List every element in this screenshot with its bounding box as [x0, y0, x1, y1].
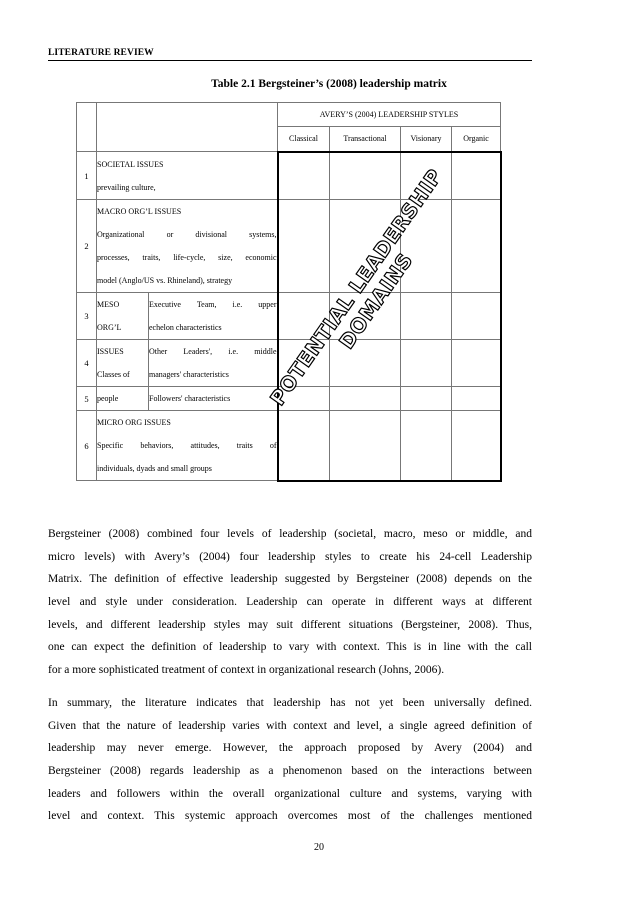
matrix-cell: [401, 340, 452, 387]
row-detail: processes, traits, life-cycle, size, economic: [97, 253, 277, 262]
matrix-cell: [278, 152, 330, 200]
matrix-table: [76, 102, 502, 482]
paragraph-line: Bergsteiner (2008) regards leadership as a phenomenon based on the interactions between: [48, 765, 532, 778]
matrix-cell: [330, 152, 401, 200]
matrix-cell: [278, 411, 330, 481]
row-number: 4: [77, 340, 97, 387]
paragraph-line: level and context. This systemic approach overcomes most of the challenges mentioned: [48, 810, 532, 823]
row-label-line: Followers' characteristics: [149, 394, 231, 403]
row-label-line: Other Leaders', i.e. middle: [149, 347, 277, 356]
row-label-left: [97, 293, 149, 340]
paragraph-line: Given that the nature of leadership varies with context and level, a single agreed definition of: [48, 719, 532, 732]
paragraph-1: [48, 523, 532, 682]
paragraph-line: one can expect the definition of leadership to vary with context. This is in line with the call: [48, 641, 532, 654]
row-number: 6: [77, 411, 97, 481]
paragraph-line: In summary, the literature indicates that leadership has not yet been universally defined.: [48, 697, 532, 709]
table-caption: [0, 78, 638, 90]
matrix-cell: [452, 387, 501, 411]
matrix-cell: [401, 411, 452, 481]
matrix-cell: [401, 293, 452, 340]
row-label-line: managers' characteristics: [149, 370, 229, 379]
matrix-cell: [452, 200, 501, 293]
row-number: 5: [77, 387, 97, 411]
matrix-cell: [330, 293, 401, 340]
potential-leadership-domains-label: POTENTIAL LEADERSHIP DOMAINS: [265, 164, 448, 410]
leadership-matrix: [76, 102, 500, 472]
matrix-cell: [401, 387, 452, 411]
style-visionary: Visionary: [401, 127, 452, 152]
row-label-line: Classes of: [97, 370, 130, 379]
blank-corner-num: [77, 103, 97, 152]
matrix-cell: [401, 200, 452, 293]
row-heading: MACRO ORG’L ISSUES: [97, 207, 182, 216]
style-organic: Organic: [452, 127, 501, 152]
row-label-line: ORG’L: [97, 323, 122, 332]
header-rule: [48, 60, 532, 61]
matrix-cell: [278, 340, 330, 387]
paragraph-line: leaders and followers within the overall organizational culture and systems, varying with: [48, 787, 532, 800]
matrix-cell: [330, 340, 401, 387]
matrix-cell: [452, 340, 501, 387]
row-detail: individuals, dyads and small groups: [97, 464, 212, 473]
page-number: 20: [314, 842, 324, 853]
matrix-cell: [278, 387, 330, 411]
row-detail: model (Anglo/US vs. Rhineland), strategy: [97, 276, 233, 285]
matrix-cell: [401, 152, 452, 200]
running-header: LITERATURE REVIEW: [48, 48, 154, 58]
matrix-row-6: [77, 411, 501, 481]
matrix-cell: [452, 411, 501, 481]
row-label-left: [97, 340, 149, 387]
matrix-row-5: [77, 387, 501, 411]
matrix-cell: [452, 293, 501, 340]
matrix-row-1: [77, 152, 501, 200]
paragraph-line: for a more sophisticated treatment of context in organizational research (Johns, 2006).: [48, 664, 445, 677]
row-label-line: Executive Team, i.e. upper: [149, 300, 277, 309]
row-label-right: [149, 387, 278, 411]
row-detail: prevailing culture,: [97, 182, 156, 192]
styles-title: AVERY’S (2004) LEADERSHIP STYLES: [278, 103, 501, 127]
matrix-cell: [452, 152, 501, 200]
paragraph-line: micro levels) with Avery’s (2004) four leadership styles to create his 24-cell Leadership: [48, 550, 532, 563]
matrix-cell: [330, 200, 401, 293]
row-label: [97, 152, 278, 200]
row-label: [97, 411, 278, 481]
row-label-line: ISSUES: [97, 347, 124, 356]
matrix-row-4: [77, 340, 501, 387]
row-heading: MICRO ORG ISSUES: [97, 418, 171, 427]
row-label-line: people: [97, 394, 119, 403]
matrix-row-3: [77, 293, 501, 340]
paragraph-line: Bergsteiner (2008) combined four levels of leadership (societal, macro, meso or middle, and: [48, 528, 532, 540]
row-label-line: echelon characteristics: [149, 323, 222, 332]
paragraph-line: leadership may never emerge. However, the approach proposed by Avery (2004) and: [48, 742, 532, 755]
style-classical: Classical: [278, 127, 330, 152]
matrix-cell: [278, 293, 330, 340]
matrix-row-2: [77, 200, 501, 293]
matrix-cell: [278, 200, 330, 293]
row-label-left: [97, 387, 149, 411]
paragraph-line: level and style under consideration. Leadership can operate in different ways at different: [48, 596, 532, 609]
paragraph-line: levels, and different leadership styles may suit different situations (Bergsteiner, 2008). Thus,: [48, 618, 532, 631]
table-caption-text: Table 2.1 Bergsteiner’s (2008) leadership matrix: [211, 78, 447, 90]
style-transactional: Transactional: [330, 127, 401, 152]
row-label-line: MESO: [97, 300, 120, 309]
row-detail: Specific behaviors, attitudes, traits of: [97, 441, 277, 450]
paragraph-line: Matrix. The definition of effective leadership suggested by Bergsteiner (2008) depends on the: [48, 573, 532, 586]
row-heading: SOCIETAL ISSUES: [97, 159, 164, 169]
matrix-cell: [330, 411, 401, 481]
row-number: 2: [77, 200, 97, 293]
row-label-right: [149, 340, 278, 387]
row-label-right: [149, 293, 278, 340]
row-number: 1: [77, 152, 97, 200]
row-detail: Organizational or divisional systems,: [97, 230, 277, 239]
blank-corner-label: [97, 103, 278, 152]
paragraph-2: [48, 692, 532, 828]
row-number: 3: [77, 293, 97, 340]
row-label: [97, 200, 278, 293]
matrix-cell: [330, 387, 401, 411]
